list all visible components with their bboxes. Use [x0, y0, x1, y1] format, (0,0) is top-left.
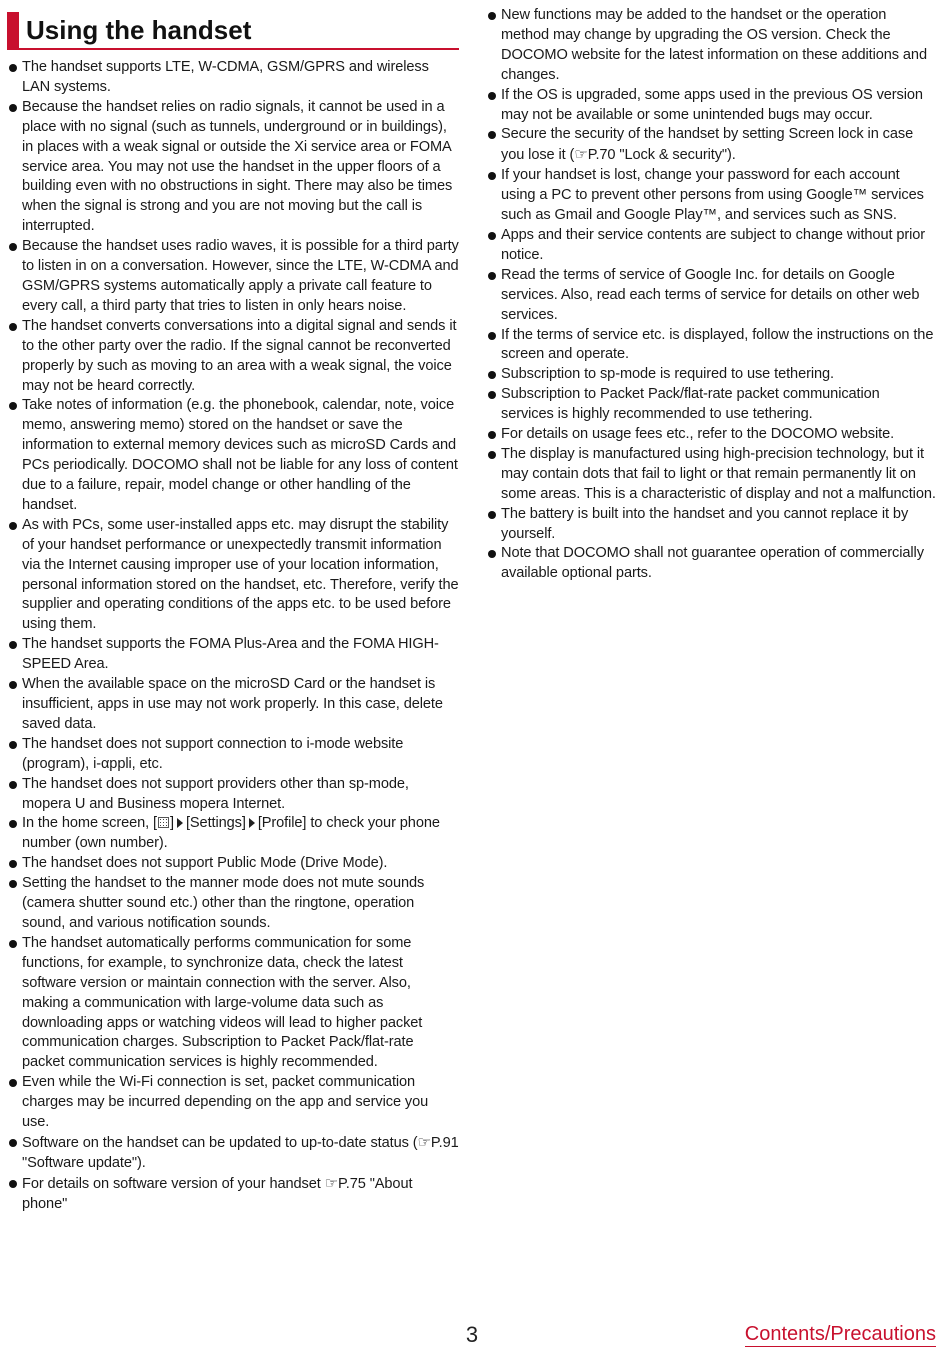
item-text: If your handset is lost, change your password for each account using a PC to prevent other persons from using Google™ services such as Gmail and Google Play™, and services such as SNS.: [501, 167, 924, 224]
item-text: The battery is built into the handset and you cannot replace it by yourself.: [501, 505, 909, 542]
bullet-icon: [9, 1079, 17, 1087]
list-item: [7, 1073, 459, 1133]
right-bullet-list: [486, 6, 936, 584]
bullet-icon: [9, 402, 17, 410]
bullet-icon: [488, 92, 496, 100]
page-title: Using the handset: [26, 15, 252, 45]
heading-accent-bar: [7, 12, 19, 48]
bullet-icon: [9, 940, 17, 948]
bullet-icon: [488, 172, 496, 180]
item-text: Take notes of information (e.g. the phonebook, calendar, note, voice memo, answering memo) stored on the handset or save the information to external memory devices such as microSD Cards and PCs periodically. DOCOMO shall not be liable for any loss of content due to a failure, repair, model change or other handling of the handset.: [22, 397, 458, 513]
item-text: If the OS is upgraded, some apps used in the previous OS version may not be available or some unintended bugs may occur.: [501, 86, 923, 123]
list-item: [7, 237, 459, 317]
home-prefix: In the home screen, [: [22, 815, 157, 832]
page-reference-link[interactable]: P.75 "About phone": [22, 1175, 413, 1212]
list-item: [7, 516, 459, 635]
item-text: If the terms of service etc. is displayed, follow the instructions on the screen and operate.: [501, 326, 934, 363]
page-reference-link[interactable]: P.91 "Software update").: [22, 1134, 459, 1171]
item-text: The handset does not support providers other than sp-mode, mopera U and Business mopera Internet.: [22, 775, 409, 812]
bullet-icon: [9, 741, 17, 749]
bullet-icon: [488, 332, 496, 340]
list-item: [486, 226, 936, 266]
item-text: When the available space on the microSD Card or the handset is insufficient, apps in use may not work properly. In this case, delete saved data.: [22, 676, 443, 732]
item-text: Secure the security of the handset by setting Screen lock in case you lose it (: [501, 126, 914, 164]
list-item: [486, 385, 936, 425]
apps-menu-icon: [158, 817, 169, 828]
section-link[interactable]: Contents/Precautions: [744, 1323, 936, 1345]
bullet-icon: [488, 371, 496, 379]
list-item: [7, 98, 459, 237]
bullet-icon: [9, 323, 17, 331]
item-text: New functions may be added to the handset or the operation method may change by upgrading the OS version. Check the DOCOMO website for the latest information on these additions and changes.: [501, 7, 927, 83]
item-text: Software on the handset can be updated to up-to-date status (: [22, 1134, 418, 1151]
pointing-hand-icon: ☞: [324, 1174, 338, 1192]
list-item: [7, 635, 459, 675]
list-item: [486, 425, 936, 445]
item-text: Setting the handset to the manner mode does not mute sounds (camera shutter sound etc.) other than the ringtone, operation sound, and various notification sounds.: [22, 875, 425, 931]
bullet-icon: [9, 104, 17, 112]
item-text: Because the handset relies on radio signals, it cannot be used in a place with no signal (such as tunnels, underground or in buildings), in places with a weak signal or outside the Xi service area or FOMA service area. You may not use the handset in the upper floors of a building even with no obstructions in sight. There may also be times when the signal is strong and you are not moving but the call is interrupted.: [22, 98, 453, 235]
home-profile: [Profile]: [257, 815, 307, 832]
item-text: For details on usage fees etc., refer to the DOCOMO website.: [501, 426, 895, 443]
list-item: [7, 854, 459, 874]
item-text: Because the handset uses radio waves, it is possible for a third party to listen in on a conversation. However, since the LTE, W-CDMA and GSM/GPRS systems automatically apply a private call feature to every call, a third party that tries to listen in only hears noise.: [22, 238, 459, 314]
home-after-icon: ]: [170, 815, 174, 832]
list-item-home-screen: [7, 814, 459, 854]
bullet-icon: [488, 511, 496, 519]
list-item: [7, 934, 459, 1073]
arrow-right-icon: [177, 818, 183, 828]
bullet-icon: [9, 1180, 17, 1188]
bullet-icon: [488, 391, 496, 399]
list-item: [486, 445, 936, 505]
bullet-icon: [9, 681, 17, 689]
item-text: Note that DOCOMO shall not guarantee operation of commercially available optional parts.: [501, 545, 924, 582]
item-text: The handset does not support Public Mode (Drive Mode).: [22, 855, 388, 872]
bullet-icon: [9, 243, 17, 251]
list-item: [486, 544, 936, 584]
bullet-icon: [488, 550, 496, 558]
list-item: [486, 365, 936, 385]
left-column: [7, 0, 459, 1215]
list-item: [7, 317, 459, 397]
home-suffix: to check your phone number (own number).: [22, 815, 440, 852]
list-item-software-update: [7, 1133, 459, 1174]
list-item: [486, 326, 936, 366]
bullet-icon: [488, 232, 496, 240]
item-text: For details on software version of your handset: [22, 1175, 325, 1192]
list-item: [7, 874, 459, 934]
list-item: [486, 266, 936, 326]
list-item-software-version: [7, 1174, 459, 1215]
pointing-hand-icon: ☞: [417, 1133, 431, 1151]
item-text: The handset automatically performs communication for some functions, for example, to synchronize data, check the latest software version or maintain connection with the server. Also, making a communication with large-volume data such as downloading apps or watching videos will lead to higher packet communication charges. Subscription to Packet Pack/flat-rate packet communication services is highly recommended.: [22, 934, 423, 1071]
item-text: Apps and their service contents are subject to change without prior notice.: [501, 226, 926, 263]
bullet-icon: [488, 431, 496, 439]
item-text: Read the terms of service of Google Inc. for details on Google services. Also, read each terms of service for details on other web services.: [501, 266, 920, 323]
list-item: [486, 166, 936, 226]
item-text: Subscription to Packet Pack/flat-rate packet communication services is highly recommended to use tethering.: [501, 386, 880, 423]
bullet-icon: [9, 781, 17, 789]
bullet-icon: [9, 522, 17, 530]
bullet-icon: [488, 272, 496, 280]
left-bullet-list: [7, 58, 459, 1215]
item-text: As with PCs, some user-installed apps etc. may disrupt the stability of your handset performance or unexpectedly transmit information via the Internet causing improper use of your location information, personal information stored on the handset, etc. Therefore, verify the supplier and operating conditions of the apps etc. to be used before using them.: [22, 516, 459, 633]
item-text: Even while the Wi-Fi connection is set, packet communication charges may be incurred depending on the app and service you use.: [22, 1074, 429, 1131]
page-number: 3: [465, 1322, 479, 1347]
list-item: [7, 396, 459, 515]
item-text: The handset does not support connection to i-mode website (program), i-αppli, etc.: [22, 735, 404, 772]
list-item: [7, 775, 459, 815]
list-item: [7, 675, 459, 735]
arrow-right-icon: [249, 818, 255, 828]
bullet-icon: [488, 131, 496, 139]
bullet-icon: [488, 12, 496, 20]
item-text: The handset supports LTE, W-CDMA, GSM/GPRS and wireless LAN systems.: [22, 59, 429, 95]
bullet-icon: [9, 820, 17, 828]
right-column: [486, 6, 936, 584]
list-item: [486, 505, 936, 545]
bullet-icon: [9, 1139, 17, 1147]
bullet-icon: [488, 451, 496, 459]
section-heading: [7, 12, 459, 50]
bullet-icon: [9, 880, 17, 888]
item-text: The handset converts conversations into a digital signal and sends it to the other party over the radio. If the signal cannot be reconverted properly by such as moving to an area with a weak signal, the voice may not be heard correctly.: [22, 317, 457, 394]
bullet-icon: [9, 641, 17, 649]
item-text: The handset supports the FOMA Plus-Area and the FOMA HIGH-SPEED Area.: [22, 636, 439, 673]
list-item-security: [486, 125, 936, 166]
pointing-hand-icon: ☞: [574, 146, 588, 164]
bullet-icon: [9, 860, 17, 868]
item-text: The display is manufactured using high-precision technology, but it may contain dots that fail to light or that remain permanently lit on some areas. This is a characteristic of display and not a malfunction.: [501, 445, 936, 502]
home-settings: [Settings]: [185, 815, 246, 832]
list-item: [486, 6, 936, 86]
list-item: [486, 86, 936, 126]
page-reference-link[interactable]: P.70 "Lock & security").: [587, 147, 736, 164]
list-item: [7, 735, 459, 775]
item-text: Subscription to sp-mode is required to use tethering.: [501, 366, 834, 383]
list-item: [7, 58, 459, 98]
bullet-icon: [9, 64, 17, 72]
